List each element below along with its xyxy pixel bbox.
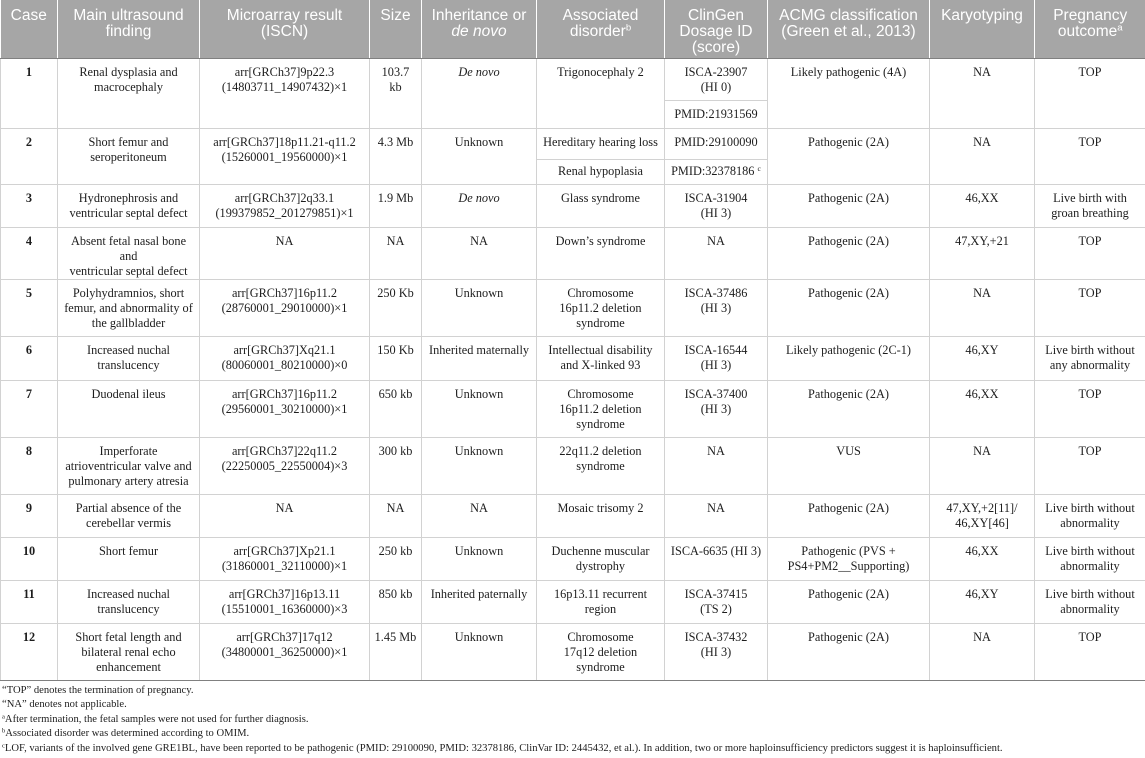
inheritance-cell: Unknown — [422, 537, 537, 580]
microarray-cell: arr[GRCh37]2q33.1 (199379852_201279851)×1 — [200, 184, 370, 227]
inheritance-cell: Inherited maternally — [422, 336, 537, 380]
acmg-cell: Pathogenic (2A) — [768, 380, 930, 437]
table-row — [1, 184, 1145, 227]
disorder-cell: Down’s syndrome — [537, 227, 665, 279]
size-cell: NA — [370, 494, 422, 537]
finding-cell: Duodenal ileus — [58, 380, 200, 437]
microarray-cell: arr[GRCh37]22q11.2 (22250005_22550004)×3 — [200, 437, 370, 494]
size-cell: 4.3 Mb — [370, 128, 422, 184]
microarray-cell: arr[GRCh37]17q12 (34800001_36250000)×1 — [200, 623, 370, 680]
footnote-top: “TOP” denotes the termination of pregnancy. — [2, 684, 194, 696]
disorder-cell: Chromosome 16p11.2 deletion syndrome — [537, 380, 665, 437]
clingen-cell: NA — [665, 437, 768, 494]
acmg-cell: Pathogenic (PVS + PS4+PM2__Supporting) — [768, 537, 930, 580]
finding-cell: Increased nuchal translucency — [58, 336, 200, 380]
karyotyping-cell: NA — [930, 279, 1035, 336]
acmg-cell: Pathogenic (2A) — [768, 494, 930, 537]
outcome-cell: TOP — [1035, 227, 1145, 279]
case-number: 3 — [1, 184, 58, 227]
outcome-cell: Live birth without abnormality — [1035, 494, 1145, 537]
finding-cell: Imperforate atrioventricular valve and pulmonary artery atresia — [58, 437, 200, 494]
acmg-cell: Likely pathogenic (4A) — [768, 58, 930, 128]
clingen-cell: ISCA-6635 (HI 3) — [665, 537, 768, 580]
inheritance-cell: Unknown — [422, 623, 537, 680]
disorder-cell: Renal hypoplasia — [537, 159, 665, 184]
size-cell: 250 Kb — [370, 279, 422, 336]
header-size: Size — [370, 0, 422, 58]
size-cell: 850 kb — [370, 580, 422, 623]
disorder-cell: Intellectual disability and X-linked 93 — [537, 336, 665, 380]
acmg-cell: Pathogenic (2A) — [768, 623, 930, 680]
size-cell: 300 kb — [370, 437, 422, 494]
finding-cell: Polyhydramnios, short femur, and abnormality of the gallbladder — [58, 279, 200, 336]
table-row — [1, 437, 1145, 494]
table-row — [1, 494, 1145, 537]
finding-cell: Short femur — [58, 537, 200, 580]
clingen-cell: ISCA-23907 (HI 0) — [665, 58, 768, 100]
table-row — [1, 580, 1145, 623]
outcome-cell: TOP — [1035, 623, 1145, 680]
acmg-cell: Pathogenic (2A) — [768, 128, 930, 184]
inheritance-cell: NA — [422, 227, 537, 279]
acmg-cell: Pathogenic (2A) — [768, 227, 930, 279]
finding-cell: Renal dysplasia and macrocephaly — [58, 58, 200, 128]
table-row — [1, 227, 1145, 279]
table-row — [1, 58, 1145, 100]
clingen-cell: NA — [665, 494, 768, 537]
clingen-cell: ISCA-37415 (TS 2) — [665, 580, 768, 623]
header-pregnancy-outcome: Pregnancy outcome$^a$ — [1035, 0, 1145, 58]
finding-cell: Partial absence of the cerebellar vermis — [58, 494, 200, 537]
outcome-cell: TOP — [1035, 437, 1145, 494]
size-cell: 1.45 Mb — [370, 623, 422, 680]
finding-cell: Increased nuchal translucency — [58, 580, 200, 623]
clingen-cell: ISCA-31904 (HI 3) — [665, 184, 768, 227]
finding-cell: Hydronephrosis and ventricular septal defect — [58, 184, 200, 227]
karyotyping-cell: 47,XY,+21 — [930, 227, 1035, 279]
table-row — [1, 380, 1145, 437]
disorder-cell: Trigonocephaly 2 — [537, 58, 665, 128]
microarray-cell: arr[GRCh37]Xq21.1 (80060001_80210000)×0 — [200, 336, 370, 380]
size-cell: 103.7 kb — [370, 58, 422, 128]
disorder-cell: Hereditary hearing loss — [537, 128, 665, 159]
acmg-cell: Pathogenic (2A) — [768, 580, 930, 623]
karyotyping-cell: 46,XX — [930, 380, 1035, 437]
disorder-cell: Duchenne muscular dystrophy — [537, 537, 665, 580]
table-row — [1, 336, 1145, 380]
table-footnotes — [0, 681, 1145, 757]
microarray-cell: NA — [200, 227, 370, 279]
microarray-cell: arr[GRCh37]Xp21.1 (31860001_32110000)×1 — [200, 537, 370, 580]
case-number: 8 — [1, 437, 58, 494]
inheritance-cell: Inherited paternally — [422, 580, 537, 623]
karyotyping-cell: NA — [930, 58, 1035, 128]
case-number: 9 — [1, 494, 58, 537]
case-number: 7 — [1, 380, 58, 437]
outcome-cell: Live birth without abnormality — [1035, 580, 1145, 623]
inheritance-cell: De novo — [422, 58, 537, 128]
table-row — [1, 623, 1145, 680]
table-body — [1, 58, 1145, 680]
size-cell: NA — [370, 227, 422, 279]
microarray-cell: NA — [200, 494, 370, 537]
header-acmg: ACMG classification (Green et al., 2013) — [768, 0, 930, 58]
microarray-cell: arr[GRCh37]9p22.3 (14803711_14907432)×1 — [200, 58, 370, 128]
karyotyping-cell: NA — [930, 128, 1035, 184]
outcome-cell: Live birth without abnormality — [1035, 537, 1145, 580]
inheritance-cell: Unknown — [422, 437, 537, 494]
header-microarray: Microarray result (ISCN) — [200, 0, 370, 58]
header-row — [1, 0, 1145, 58]
acmg-cell: Pathogenic (2A) — [768, 279, 930, 336]
disorder-cell: Chromosome 17q12 deletion syndrome — [537, 623, 665, 680]
karyotyping-cell: 46,XY — [930, 580, 1035, 623]
finding-cell: Absent fetal nasal bone and ventricular septal defect — [58, 227, 200, 279]
disorder-cell: Chromosome 16p11.2 deletion syndrome — [537, 279, 665, 336]
header-karyotyping: Karyotyping — [930, 0, 1035, 58]
karyotyping-cell: 46,XY — [930, 336, 1035, 380]
clingen-cell: ISCA-37400 (HI 3) — [665, 380, 768, 437]
clingen-cell: PMID:21931569 — [665, 100, 768, 128]
karyotyping-cell: NA — [930, 623, 1035, 680]
case-number: 1 — [1, 58, 58, 128]
inheritance-cell: Unknown — [422, 128, 537, 184]
case-number: 4 — [1, 227, 58, 279]
header-disorder: Associated disorder$^b$ — [537, 0, 665, 58]
case-number: 11 — [1, 580, 58, 623]
clingen-cell: ISCA-37486 (HI 3) — [665, 279, 768, 336]
outcome-cell: Live birth with groan breathing — [1035, 184, 1145, 227]
clingen-cell: ISCA-16544 (HI 3) — [665, 336, 768, 380]
microarray-cell: arr[GRCh37]16p11.2 (28760001_29010000)×1 — [200, 279, 370, 336]
disorder-cell: 22q11.2 deletion syndrome — [537, 437, 665, 494]
acmg-cell: Pathogenic (2A) — [768, 184, 930, 227]
size-cell: 650 kb — [370, 380, 422, 437]
footnote-a: $^a$After termination, the fetal samples were not used for further diagnosis. — [2, 713, 309, 725]
disorder-cell: 16p13.11 recurrent region — [537, 580, 665, 623]
karyotyping-cell: 46,XX — [930, 184, 1035, 227]
size-cell: 250 kb — [370, 537, 422, 580]
size-cell: 150 Kb — [370, 336, 422, 380]
case-number: 10 — [1, 537, 58, 580]
table-row — [1, 128, 1145, 159]
case-number: 6 — [1, 336, 58, 380]
inheritance-cell: De novo — [422, 184, 537, 227]
header-clingen: ClinGen Dosage ID (score) — [665, 0, 768, 58]
finding-cell: Short fetal length and bilateral renal echo enhancement — [58, 623, 200, 680]
outcome-cell: TOP — [1035, 58, 1145, 128]
case-number: 5 — [1, 279, 58, 336]
header-inheritance: Inheritance or de novo — [422, 0, 537, 58]
microarray-cell: arr[GRCh37]16p11.2 (29560001_30210000)×1 — [200, 380, 370, 437]
footnote-c: $^c$LOF, variants of the involved gene GRE1BL, have been reported to be pathogenic (PMID: 29100090, PMID: 32378186, ClinVar ID: 2445432, et al.). In addition, two or more haploinsufficiency predictors suggest it is haploinsufficient. — [2, 742, 1003, 754]
clingen-cell: ISCA-37432 (HI 3) — [665, 623, 768, 680]
size-cell: 1.9 Mb — [370, 184, 422, 227]
clingen-cell: PMID:32378186 $^c$ — [665, 159, 768, 184]
clingen-cell: NA — [665, 227, 768, 279]
disorder-cell: Glass syndrome — [537, 184, 665, 227]
outcome-cell: TOP — [1035, 279, 1145, 336]
finding-cell: Short femur and seroperitoneum — [58, 128, 200, 184]
outcome-cell: TOP — [1035, 128, 1145, 184]
acmg-cell: VUS — [768, 437, 930, 494]
microarray-cell: arr[GRCh37]16p13.11 (15510001_16360000)×3 — [200, 580, 370, 623]
inheritance-cell: Unknown — [422, 279, 537, 336]
footnote-na: “NA” denotes not applicable. — [2, 699, 127, 711]
header-case: Case — [1, 0, 58, 58]
acmg-cell: Likely pathogenic (2C-1) — [768, 336, 930, 380]
disorder-cell: Mosaic trisomy 2 — [537, 494, 665, 537]
inheritance-cell: Unknown — [422, 380, 537, 437]
outcome-cell: TOP — [1035, 380, 1145, 437]
microarray-cell: arr[GRCh37]18p11.21-q11.2 (15260001_19560000)×1 — [200, 128, 370, 184]
table-row — [1, 279, 1145, 336]
karyotyping-cell: 47,XY,+2[11]/ 46,XY[46] — [930, 494, 1035, 537]
karyotyping-cell: 46,XX — [930, 537, 1035, 580]
case-number: 12 — [1, 623, 58, 680]
karyotyping-cell: NA — [930, 437, 1035, 494]
table-row — [1, 537, 1145, 580]
header-finding: Main ultrasound finding — [58, 0, 200, 58]
outcome-cell: Live birth without any abnormality — [1035, 336, 1145, 380]
footnote-b: $^b$Associated disorder was determined according to OMIM. — [2, 727, 250, 740]
case-number: 2 — [1, 128, 58, 184]
inheritance-cell: NA — [422, 494, 537, 537]
clingen-cell: PMID:29100090 — [665, 128, 768, 159]
